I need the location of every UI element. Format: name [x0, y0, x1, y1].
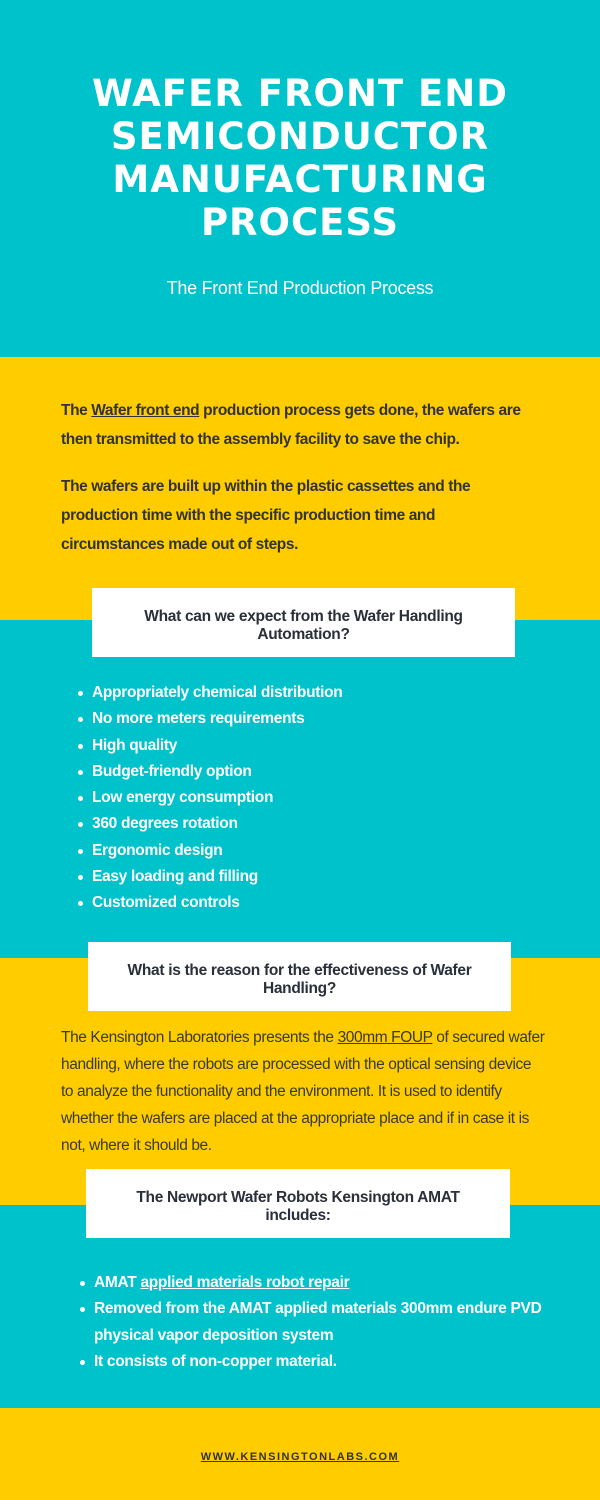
section-heading-benefits	[92, 588, 515, 657]
includes-list	[94, 1270, 554, 1375]
wafer-front-end-link[interactable]: Wafer front end	[91, 402, 200, 419]
list-item	[94, 1270, 554, 1296]
intro-paragraph-2: The wafers are built up within the plastic cassettes and the production time with the specific production time and circumstances made out of steps.	[61, 478, 471, 553]
heading-text: The Newport Wafer Robots Kensington AMAT includes:	[136, 1189, 460, 1224]
section-heading-effectiveness	[88, 942, 511, 1011]
intro-paragraph-1	[61, 396, 541, 454]
text: The Kensington Laboratories presents the	[61, 1029, 338, 1046]
page-subtitle: The Front End Production Process	[166, 278, 434, 298]
foup-link[interactable]: 300mm FOUP	[337, 1029, 433, 1046]
text: production process gets done, the wafers are then transmitted to the assembly facility to save the chip.	[61, 402, 521, 448]
text: of secured wafer handling, where the robots are processed with the optical sensing device to analyze the functionality and the environment. It is used to identify whether the wafers are placed at the appropriate place and if in case it is not, where it should be.	[61, 1029, 545, 1154]
text: The	[61, 402, 92, 419]
list-item: Removed from the AMAT applied materials 300mm endure PVD physical vapor deposition system	[94, 1296, 554, 1349]
heading-text: What is the reason for the effectiveness of Wafer Handling?	[127, 962, 472, 997]
list-item: High quality	[92, 733, 342, 759]
list-item: Appropriately chemical distribution	[92, 680, 342, 706]
page-title: WAFER FRONT END SEMICONDUCTOR MANUFACTURING PROCESS	[92, 72, 508, 244]
list-item: Budget-friendly option	[92, 759, 342, 785]
website-link[interactable]: WWW.KENSINGTONLABS.COM	[200, 1451, 400, 1463]
list-item: Low energy consumption	[92, 785, 342, 811]
list-item: It consists of non-copper material.	[94, 1349, 554, 1375]
list-item: No more meters requirements	[92, 706, 342, 732]
text: AMAT	[94, 1274, 141, 1291]
list-item: 360 degrees rotation	[92, 811, 342, 837]
benefits-list	[92, 680, 342, 917]
effectiveness-paragraph	[61, 1024, 546, 1159]
footer	[0, 1451, 600, 1463]
list-item: Easy loading and filling	[92, 864, 342, 890]
list-item: Ergonomic design	[92, 838, 342, 864]
list-item: Customized controls	[92, 890, 342, 916]
heading-text: What can we expect from the Wafer Handling Automation?	[144, 608, 463, 643]
robot-repair-link[interactable]: applied materials robot repair	[140, 1274, 350, 1291]
section-heading-includes	[86, 1169, 510, 1238]
